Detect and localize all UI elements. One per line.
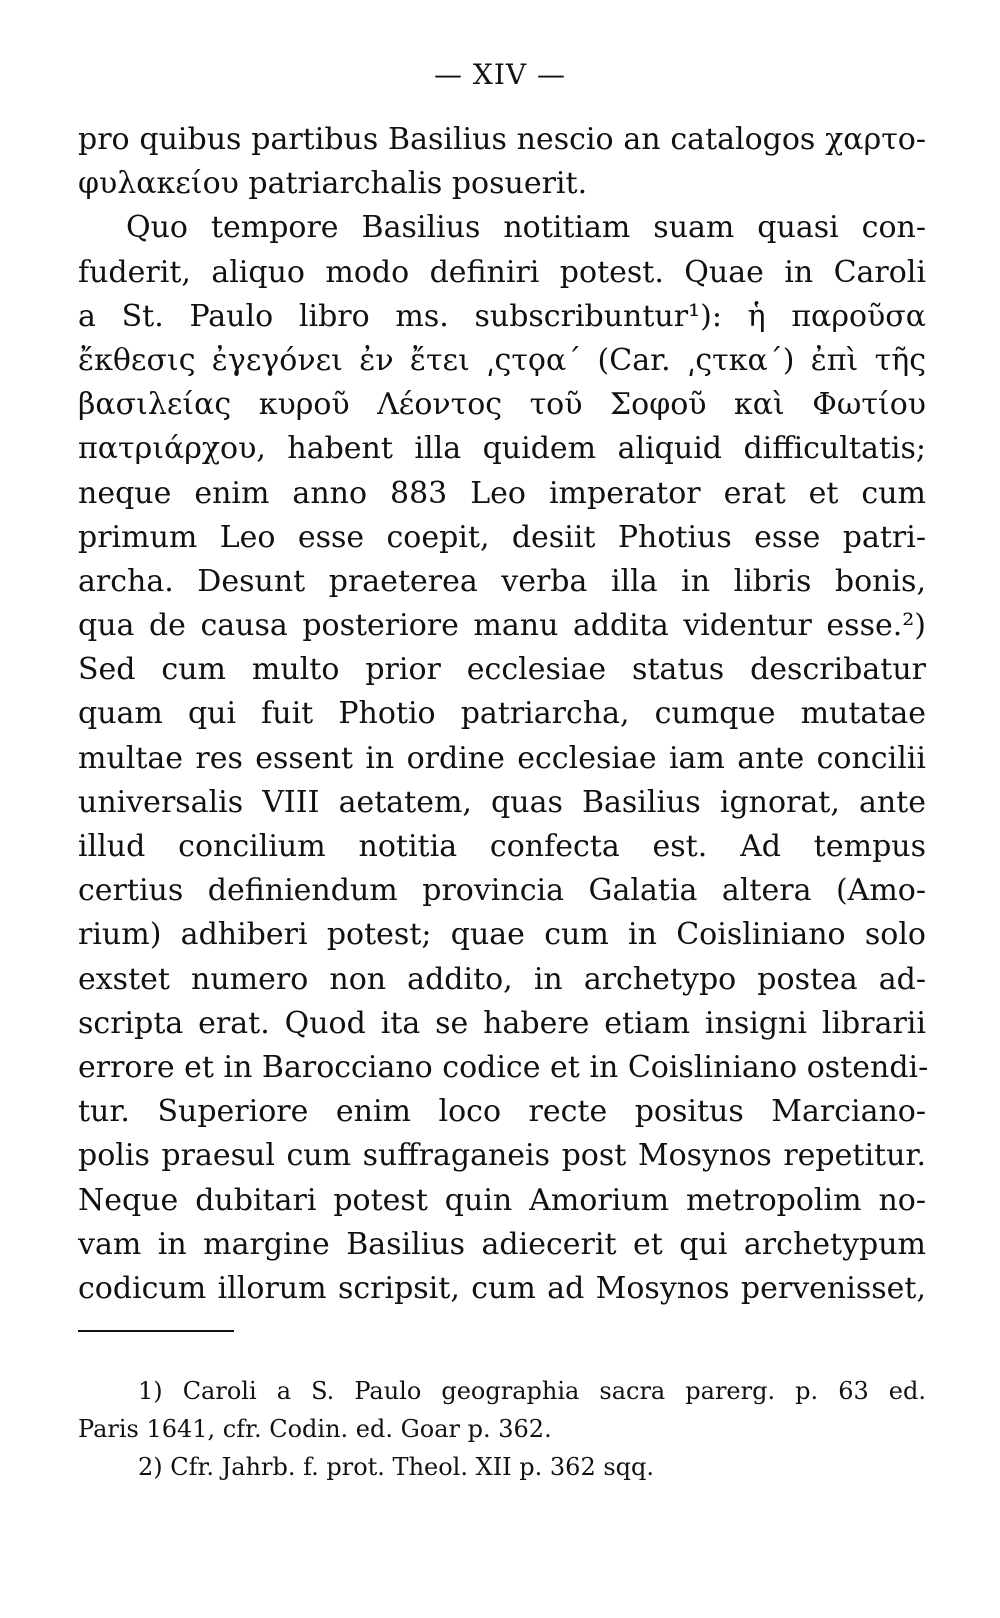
- text-line: universalis VIII aetatem, quas Basilius ignorat, ante: [78, 784, 926, 820]
- text-line: φυλακείου patriarchalis posuerit.: [78, 166, 588, 202]
- text-line: rium) adhiberi potest; quae cum in Coisliniano solo: [78, 917, 926, 953]
- footnote-line: 1) Caroli a S. Paulo geographia sacra parerg. p. 63 ed.: [138, 1377, 926, 1405]
- text-line: Sed cum multo prior ecclesiae status describatur: [78, 652, 926, 688]
- text-line: πατριάρχου, habent illa quidem aliquid difficultatis;: [78, 431, 926, 467]
- text-line: codicum illorum scripsit, cum ad Mosynos pervenisset,: [78, 1270, 926, 1306]
- footnote-line: Paris 1641, cfr. Codin. ed. Goar p. 362.: [78, 1415, 552, 1443]
- text-line: quam qui fuit Photio patriarcha, cumque mutatae: [78, 696, 926, 732]
- text-line: pro quibus partibus Basilius nescio an catalogos χαρτο-: [78, 122, 926, 157]
- text-line: fuderit, aliquo modo definiri potest. Quae in Caroli: [78, 254, 926, 290]
- text-line: primum Leo esse coepit, desiit Photius esse patri-: [78, 519, 926, 555]
- text-line: ἔκθεσις ἐγεγόνει ἐν ἔτει ͵ςτϙα´ (Car. ͵ςτκα´) ἐπὶ τῆς: [78, 342, 926, 378]
- text-line: multae res essent in ordine ecclesiae iam ante concilii: [78, 740, 926, 776]
- text-line: neque enim anno 883 Leo imperator erat et cum: [78, 475, 926, 511]
- text-line: scripta erat. Quod ita se habere etiam insigni librarii: [78, 1005, 926, 1041]
- main-text-block: [78, 118, 929, 1311]
- text-line: qua de causa posteriore manu addita videntur esse.²): [78, 608, 926, 644]
- text-line: a St. Paulo libro ms. subscribuntur¹): ἡ παροῦσα: [78, 298, 926, 334]
- text-line: vam in margine Basilius adiecerit et qui archetypum: [78, 1226, 926, 1262]
- text-line: Quo tempore Basilius notitiam suam quasi con-: [126, 210, 926, 246]
- footnotes: [78, 1372, 926, 1486]
- text-line: tur. Superiore enim loco recte positus Marciano-: [78, 1094, 926, 1130]
- footnote-divider: [78, 1330, 234, 1332]
- text-line: certius definiendum provincia Galatia altera (Amo-: [78, 873, 926, 909]
- text-line: polis praesul cum suffraganeis post Mosynos repetitur.: [78, 1138, 926, 1174]
- page-number-header: — XIV —: [433, 58, 566, 91]
- text-line: Neque dubitari potest quin Amorium metropolim no-: [78, 1182, 926, 1218]
- footnote-line: 2) Cfr. Jahrb. f. prot. Theol. XII p. 362 sqq.: [138, 1453, 655, 1481]
- text-line: βασιλείας κυροῦ Λέοντος τοῦ Σοφοῦ καὶ Φωτίου: [78, 387, 926, 423]
- text-line: exstet numero non addito, in archetypo postea ad-: [78, 961, 926, 997]
- text-line: archa. Desunt praeterea verba illa in libris bonis,: [78, 563, 926, 599]
- text-line: illud concilium notitia confecta est. Ad tempus: [78, 829, 926, 864]
- text-line: errore et in Barocciano codice et in Coisliniano ostendi-: [78, 1049, 929, 1085]
